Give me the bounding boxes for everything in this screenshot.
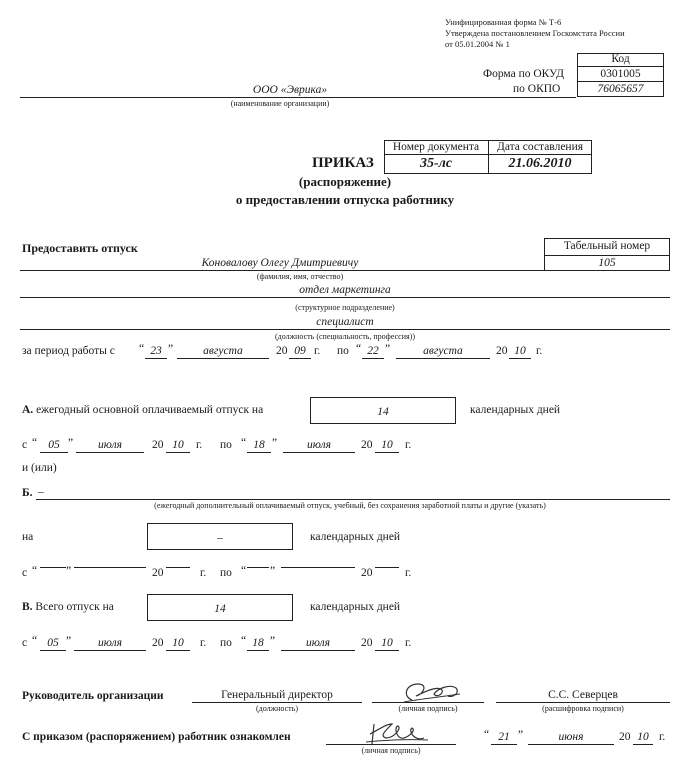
section-b-from-year xyxy=(166,567,190,568)
tab-number-header: Табельный номер xyxy=(563,240,651,252)
org-name: ООО «Эврика» xyxy=(252,84,328,96)
section-a-to-year-prefix: 20 xyxy=(361,439,373,451)
section-v-to-label: по xyxy=(220,637,232,649)
name-caption: (фамилия, имя, отчество) xyxy=(256,272,344,281)
period-from-year: 09 xyxy=(289,345,311,359)
head-signature-caption: (личная подпись) xyxy=(398,704,458,713)
period-label: за период работы с xyxy=(22,345,115,357)
section-a-days: 14 xyxy=(377,406,389,418)
form-line-3: от 05.01.2004 № 1 xyxy=(445,39,510,49)
section-b-on-label: на xyxy=(22,531,34,543)
section-a-from-year: 10 xyxy=(166,439,190,453)
period-from-month: августа xyxy=(177,345,269,359)
doc-date: 21.06.2010 xyxy=(508,156,572,171)
employee-position: специалист xyxy=(316,316,374,328)
section-a-to-label: по xyxy=(220,439,232,451)
section-v-to-year: 10 xyxy=(375,637,399,651)
section-v-days-label: календарных дней xyxy=(310,601,401,613)
section-a-to-g: г. xyxy=(405,439,412,451)
section-v-from-month: июля xyxy=(74,637,146,651)
period-from-g: г. xyxy=(314,345,321,357)
doc-title: ПРИКАЗ xyxy=(312,155,374,171)
section-a-days-box xyxy=(310,397,456,424)
period-to-g: г. xyxy=(536,345,543,357)
section-b-value: – xyxy=(38,486,44,498)
period-to-year: 10 xyxy=(509,345,531,359)
section-b-to-year xyxy=(375,567,399,568)
or-label: и (или) xyxy=(22,462,57,474)
section-a-to-year: 10 xyxy=(375,439,399,453)
section-a-from-g: г. xyxy=(196,439,203,451)
period-to-year-prefix: 20 xyxy=(496,345,508,357)
period-to-day: 22 xyxy=(362,345,384,359)
section-v-from-day: 05 xyxy=(40,637,66,651)
org-caption: (наименование организации) xyxy=(230,99,330,108)
section-v-to-g: г. xyxy=(405,637,412,649)
doc-date-header: Дата составления xyxy=(496,141,584,153)
head-position: Генеральный директор xyxy=(221,689,333,701)
head-name: С.С. Северцев xyxy=(548,689,618,701)
section-a-label: А. ежегодный основной оплачиваемый отпуск на xyxy=(22,404,264,416)
ack-year-prefix: 20 xyxy=(619,731,631,743)
section-b-from-year-prefix: 20 xyxy=(152,567,164,579)
form-line-1: Унифицированная форма № Т-6 xyxy=(445,17,562,27)
doc-number-header: Номер документа xyxy=(392,141,480,153)
section-b-caption: (ежегодный дополнительный оплачиваемый отпуск, учебный, без сохранения заработной платы и другие (указать) xyxy=(154,501,546,510)
ack-g: г. xyxy=(659,731,666,743)
section-b-days-label: календарных дней xyxy=(310,531,401,543)
grant-label: Предоставить отпуск xyxy=(22,241,138,255)
doc-number: 35-лс xyxy=(419,156,453,171)
section-a-from-month: июля xyxy=(76,439,144,453)
section-a-from-year-prefix: 20 xyxy=(152,439,164,451)
section-a-from-day: 05 xyxy=(40,439,68,453)
section-b-days-box xyxy=(147,523,293,550)
section-v-label: В. Всего отпуск на xyxy=(22,601,114,613)
okpo-label: по ОКПО xyxy=(513,83,561,95)
section-b-letter: Б. xyxy=(22,487,33,499)
department-caption: (структурное подразделение) xyxy=(295,303,395,312)
doc-subtitle: (распоряжение) xyxy=(298,174,392,189)
section-v-letter: В. xyxy=(22,601,33,613)
employee-department: отдел маркетинга xyxy=(299,284,391,296)
section-b-from-label: с xyxy=(22,567,28,579)
section-a-letter: А. xyxy=(22,404,34,416)
section-v-from-label: с xyxy=(22,637,28,649)
section-v-from-g: г. xyxy=(200,637,207,649)
employee-name: Коновалову Олегу Дмитриевичу xyxy=(201,257,359,269)
code-header: Код xyxy=(611,53,630,65)
ack-month: июня xyxy=(528,731,614,745)
section-v-to-month: июля xyxy=(281,637,355,651)
name-caption: (расшифровка подписи) xyxy=(542,704,624,713)
section-v-to-year-prefix: 20 xyxy=(361,637,373,649)
section-b-to-year-prefix: 20 xyxy=(361,567,373,579)
period-to-month: августа xyxy=(396,345,490,359)
section-b-from-g: г. xyxy=(200,567,207,579)
period-to-label: по xyxy=(337,345,349,357)
section-b-to-g: г. xyxy=(405,567,412,579)
position-caption: (должность (специальность, профессия)) xyxy=(275,332,415,341)
tab-number: 105 xyxy=(598,257,616,269)
employee-signature-caption: (личная подпись) xyxy=(361,746,421,755)
okud-value: 0301005 xyxy=(600,68,641,80)
section-b-from-day xyxy=(40,567,66,568)
section-a-days-label: календарных дней xyxy=(470,404,561,416)
section-b-to-label: по xyxy=(220,567,232,579)
section-a-from-label: с xyxy=(22,439,28,451)
section-b-days: – xyxy=(217,532,223,544)
section-v-from-year: 10 xyxy=(166,637,190,651)
okud-label: Форма по ОКУД xyxy=(483,68,564,80)
section-a-to-month: июля xyxy=(283,439,355,453)
okpo-value: 76065657 xyxy=(597,83,644,95)
period-from-day: 23 xyxy=(145,345,167,359)
section-v-to-day: 18 xyxy=(247,637,269,651)
section-v-days-box xyxy=(147,594,293,621)
ack-day: 21 xyxy=(491,731,517,745)
section-v-from-year-prefix: 20 xyxy=(152,637,164,649)
form-line-2: Утверждена постановлением Госкомстата России xyxy=(445,28,625,38)
period-from-year-prefix: 20 xyxy=(276,345,288,357)
section-v-days: 14 xyxy=(214,603,226,615)
head-label: Руководитель организации xyxy=(22,690,164,702)
ack-label: С приказом (распоряжением) работник ознакомлен xyxy=(22,731,291,743)
position-caption: (должность) xyxy=(256,704,298,713)
section-b-from-month xyxy=(74,567,146,568)
section-b-to-month xyxy=(281,567,355,568)
section-a-to-day: 18 xyxy=(247,439,271,453)
ack-year: 10 xyxy=(633,731,653,745)
section-b-to-day xyxy=(247,567,269,568)
doc-subject: о предоставлении отпуска работнику xyxy=(235,192,455,207)
